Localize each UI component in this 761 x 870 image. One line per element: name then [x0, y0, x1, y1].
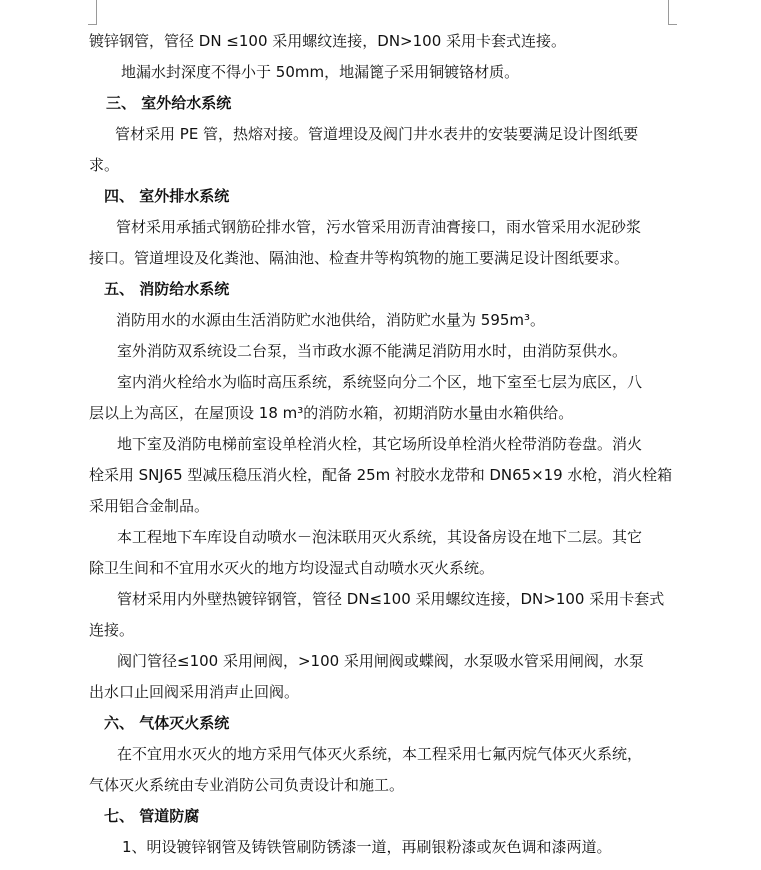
heading-text: 六、 气体灭火系统 — [104, 714, 230, 732]
line-text: 消防用水的水源由生活消防贮水池供给，消防贮水量为 595m³。 — [116, 311, 546, 329]
line-text: 出水口止回阀采用消声止回阀。 — [89, 683, 300, 701]
line-text: 求。 — [89, 156, 120, 174]
line-text: 栓采用 SNJ65 型减压稳压消火栓，配备 25m 衬胶水龙带和 DN65×19 水枪，消火栓箱 — [89, 466, 673, 484]
heading-text: 五、 消防给水系统 — [104, 280, 230, 298]
line-text: 连接。 — [89, 621, 135, 639]
line-text: 地漏水封深度不得小于 50mm，地漏篦子采用铜镀铬材质。 — [121, 63, 520, 81]
line-text: 阀门管径≤100 采用闸阀，>100 采用闸阀或蝶阀，水泵吸水管采用闸阀，水泵 — [117, 652, 644, 670]
line-text: 地下室及消防电梯前室设单栓消火栓，其它场所设单栓消火栓带消防卷盘。消火 — [117, 435, 643, 453]
line-text: 层以上为高区，在屋顶设 18 m³的消防水箱，初期消防水量由水箱供给。 — [89, 404, 574, 422]
line-text: 除卫生间和不宜用水灭火的地方均设湿式自动喷水灭火系统。 — [89, 559, 495, 577]
page-corner-mark-right — [668, 0, 677, 25]
heading-text: 三、 室外给水系统 — [106, 94, 232, 112]
line-text: 镀锌钢管，管径 DN ≤100 采用螺纹连接，DN>100 采用卡套式连接。 — [89, 32, 567, 50]
line-text: 本工程地下车库设自动喷水－泡沫联用灭火系统，其设备房设在地下二层。其它 — [117, 528, 643, 546]
line-text: 管材采用内外壁热镀锌钢管，管径 DN≤100 采用螺纹连接，DN>100 采用卡套式 — [117, 590, 665, 608]
line-text: 1、明设镀锌钢管及铸铁管刷防锈漆一道，再刷银粉漆或灰色调和漆两道。 — [122, 838, 612, 856]
line-text: 室外消防双系统设二台泵，当市政水源不能满足消防用水时，由消防泵供水。 — [117, 342, 628, 360]
heading-text: 四、 室外排水系统 — [104, 187, 230, 205]
line-text: 管材采用承插式钢筋砼排水管，污水管采用沥青油膏接口，雨水管采用水泥砂浆 — [116, 218, 642, 236]
line-text: 采用铝合金制品。 — [89, 497, 210, 515]
page-corner-mark-left — [88, 0, 97, 25]
line-text: 接口。管道埋设及化粪池、隔油池、检查井等构筑物的施工要满足设计图纸要求。 — [89, 249, 630, 267]
line-text: 在不宜用水灭火的地方采用气体灭火系统，本工程采用七氟丙烷气体灭火系统， — [117, 745, 643, 763]
line-text: 管材采用 PE 管，热熔对接。管道埋设及阀门井水表井的安装要满足设计图纸要 — [115, 125, 639, 143]
line-text: 气体灭火系统由专业消防公司负责设计和施工。 — [89, 776, 405, 794]
heading-text: 七、 管道防腐 — [104, 807, 200, 825]
line-text: 室内消火栓给水为临时高压系统，系统竖向分二个区，地下室至七层为底区，八 — [117, 373, 643, 391]
